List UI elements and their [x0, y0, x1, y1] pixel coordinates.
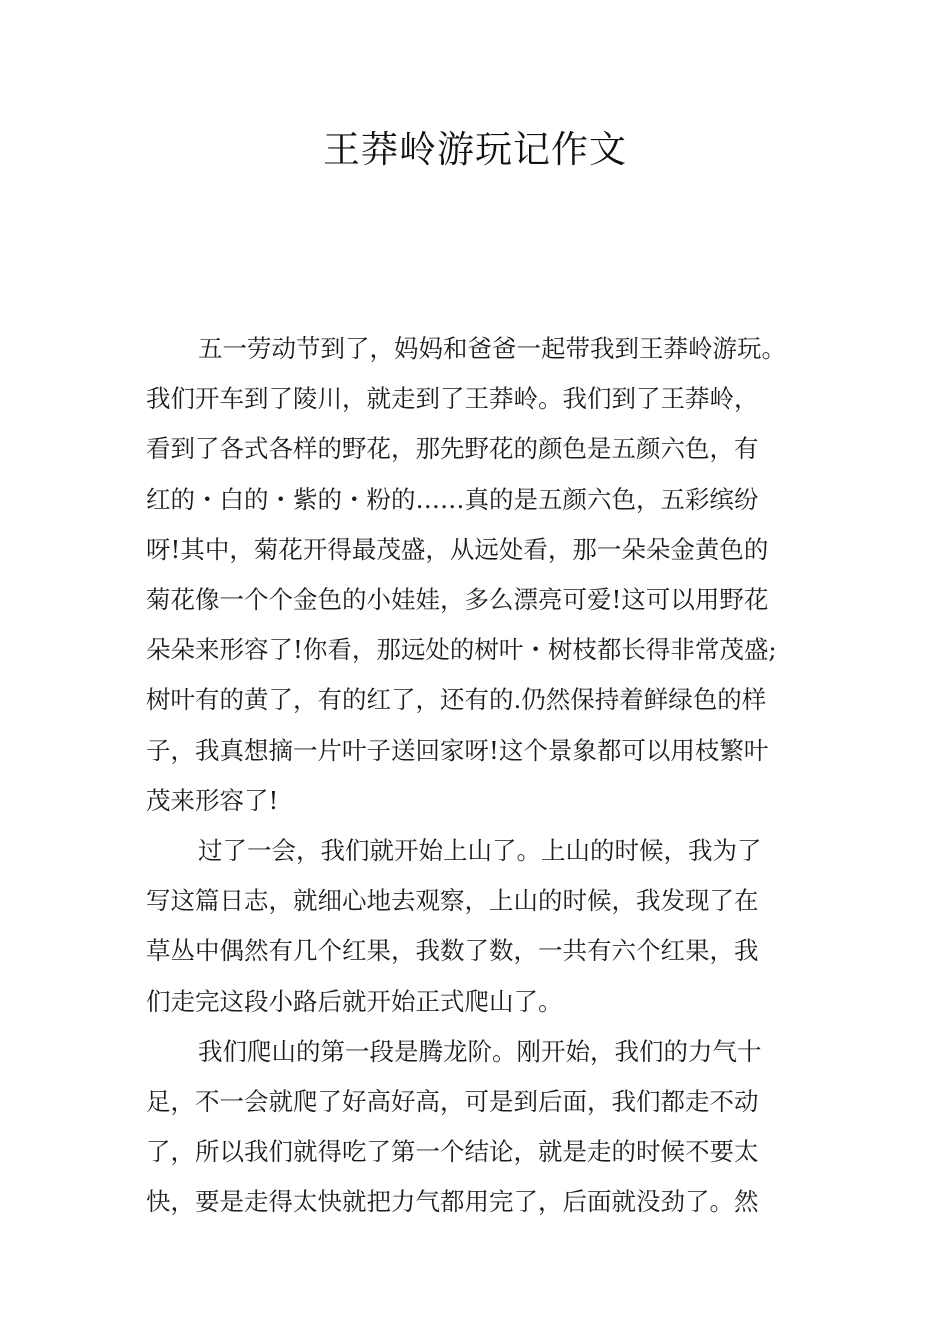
text-line: 写这篇日志，就细心地去观察，上山的时候，我发现了在 [146, 886, 759, 916]
text-line: 了，所以我们就得吃了第一个结论，就是走的时候不要太 [146, 1137, 759, 1167]
text-line: 呀!其中，菊花开得最茂盛，从远处看，那一朵朵金黄色的 [146, 534, 769, 564]
paragraph-2 [146, 826, 814, 1027]
text-line: 快，要是走得太快就把力气都用完了，后面就没劲了。然 [146, 1187, 759, 1217]
text-line: 过了一会，我们就开始上山了。上山的时候，我为了 [198, 836, 762, 866]
document-title: 王莽岭游玩记作文 [323, 128, 627, 171]
text-line: 我们开车到了陵川，就走到了王莽岭。我们到了王莽岭， [146, 384, 759, 414]
text-line: 们走完这段小路后就开始正式爬山了。 [146, 986, 563, 1016]
paragraph-3 [146, 1027, 814, 1228]
text-line: 树叶有的黄了，有的红了，还有的.仍然保持着鲜绿色的样 [146, 685, 767, 715]
text-line: 子，我真想摘一片叶子送回家呀!这个景象都可以用枝繁叶 [146, 735, 769, 765]
text-line: 朵朵来形容了!你看，那远处的树叶・树枝都长得非常茂盛; [146, 635, 777, 665]
text-line: 我们爬山的第一段是腾龙阶。刚开始，我们的力气十 [198, 1036, 762, 1066]
text-line: 茂来形容了! [146, 785, 279, 815]
text-line: 草丛中偶然有几个红果，我数了数，一共有六个红果，我 [146, 936, 759, 966]
text-line: 足，不一会就爬了好高好高，可是到后面，我们都走不动 [146, 1087, 759, 1117]
document-body [146, 324, 814, 1228]
text-line: 菊花像一个个金色的小娃娃，多么漂亮可爱!这可以用野花 [146, 585, 769, 615]
text-line: 五一劳动节到了，妈妈和爸爸一起带我到王莽岭游玩。 [198, 334, 786, 363]
text-line: 看到了各式各样的野花，那先野花的颜色是五颜六色，有 [146, 434, 759, 464]
text-line: 红的・白的・紫的・粉的……真的是五颜六色，五彩缤纷 [146, 484, 759, 514]
paragraph-1 [146, 324, 814, 826]
